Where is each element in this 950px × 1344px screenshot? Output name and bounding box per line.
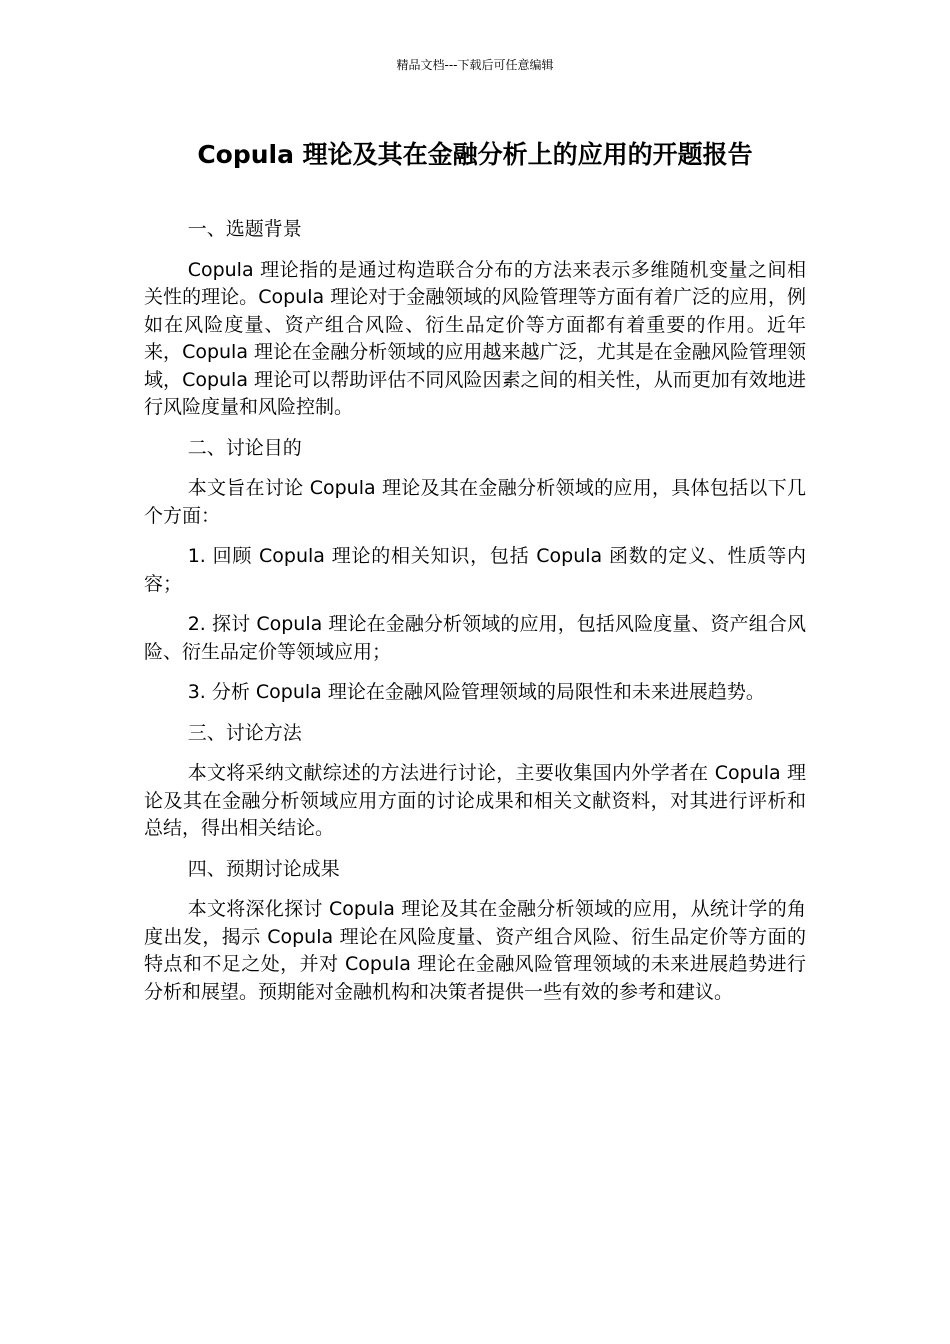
section-heading-expected-results: 四、预期讨论成果 bbox=[187, 857, 340, 880]
section-heading-method: 三、讨论方法 bbox=[187, 721, 302, 744]
document-body bbox=[144, 216, 806, 1019]
list-item-purpose-1: 1. 回顾 Copula 理论的相关知识，包括 Copula 函数的定义、性质等内容； bbox=[144, 545, 806, 595]
section-heading-background: 一、选题背景 bbox=[187, 218, 302, 240]
list-item-purpose-2: 2. 探讨 Copula 理论在金融分析领域的应用，包括风险度量、资产组合风险、衍生品定价等领域应用； bbox=[144, 613, 806, 663]
paragraph-method: 本文将采纳文献综述的方法进行讨论，主要收集国内外学者在 Copula 理论及其在金融分析领域应用方面的讨论成果和相关文献资料，对其进行评析和总结，得出相关结论。 bbox=[144, 762, 806, 839]
paragraph-background: Copula 理论指的是通过构造联合分布的方法来表示多维随机变量之间相关性的理论。Copula 理论对于金融领域的风险管理等方面有着广泛的应用，例如在风险度量、资产组合风险、衍生品定价等方面都有着重要的作用。近年来，Copula 理论在金融分析领域的应用越来越广泛，尤其是在金融风险管理领域，Copula 理论可以帮助评估不同风险因素之间的相关性，从而更加有效地进行风险度量和风险控制。 bbox=[144, 258, 806, 418]
paragraph-expected-results: 本文将深化探讨 Copula 理论及其在金融分析领域的应用，从统计学的角度出发，揭示 Copula 理论在风险度量、资产组合风险、衍生品定价等方面的特点和不足之处，并对 Copula 理论在金融风险管理领域的未来进展趋势进行分析和展望。预期能对金融机构和决策者提供一些有效的参考和建议。 bbox=[144, 898, 806, 1003]
page-header: 精品文档---下载后可任意编辑 bbox=[396, 58, 554, 72]
section-heading-purpose: 二、讨论目的 bbox=[187, 436, 302, 459]
paragraph-purpose-intro: 本文旨在讨论 Copula 理论及其在金融分析领域的应用，具体包括以下几个方面： bbox=[144, 477, 806, 527]
document-title: Copula 理论及其在金融分析上的应用的开题报告 bbox=[197, 140, 753, 169]
list-item-purpose-3: 3. 分析 Copula 理论在金融风险管理领域的局限性和未来进展趋势。 bbox=[187, 681, 765, 703]
